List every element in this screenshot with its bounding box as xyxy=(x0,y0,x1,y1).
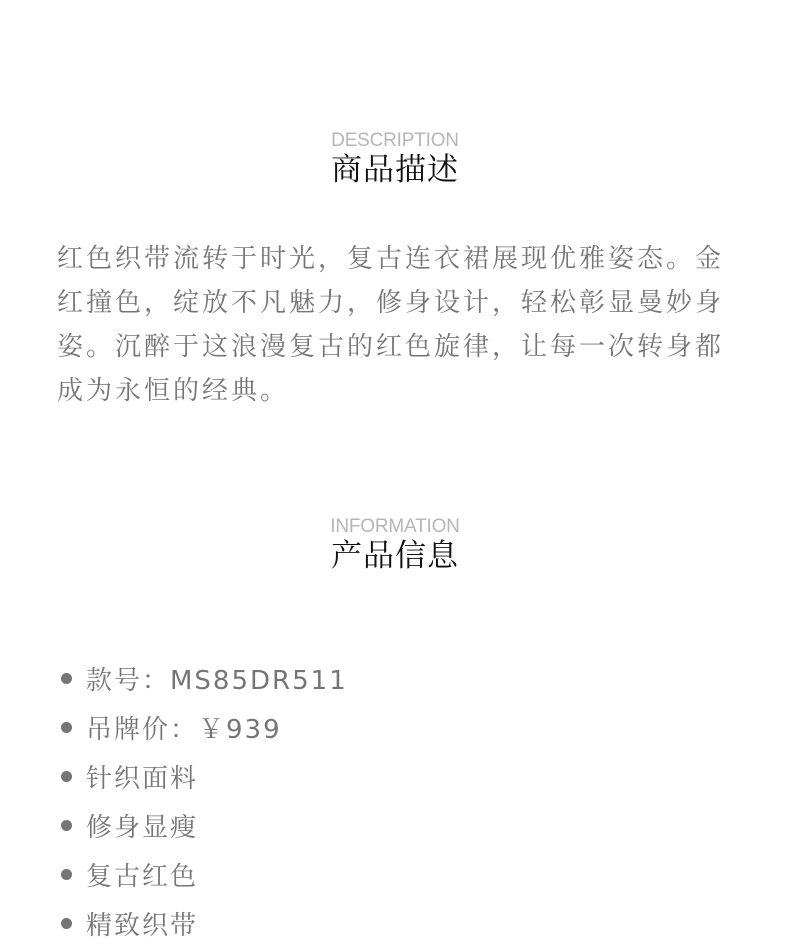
description-text: 红色织带流转于时光，复古连衣裙展现优雅姿态。金红撞色，绽放不凡魅力，修身设计，轻松彰显曼妙身姿。沉醉于这浪漫复古的红色旋律，让每一次转身都成为永恒的经典。 xyxy=(57,244,725,406)
description-eyebrow: DESCRIPTION xyxy=(331,130,459,151)
bullet-icon xyxy=(61,869,72,880)
list-item xyxy=(57,703,348,752)
information-header xyxy=(0,516,790,574)
description-header xyxy=(0,130,790,188)
list-item xyxy=(57,801,348,850)
bullet-icon xyxy=(61,918,72,929)
info-item-text: 款号：MS85DR511 xyxy=(86,666,348,696)
list-item xyxy=(57,899,348,946)
bullet-icon xyxy=(61,722,72,733)
bullet-icon xyxy=(61,820,72,831)
list-item xyxy=(57,654,348,703)
information-title: 产品信息 xyxy=(331,538,459,574)
information-eyebrow: INFORMATION xyxy=(330,516,460,537)
bullet-icon xyxy=(61,673,72,684)
info-item-text: 精致织带 xyxy=(86,911,199,941)
bullet-icon xyxy=(61,771,72,782)
info-item-text: 针织面料 xyxy=(86,764,199,794)
info-item-text: 吊牌价：￥939 xyxy=(86,715,282,745)
product-info-list xyxy=(57,654,348,946)
info-item-text: 复古红色 xyxy=(86,862,199,892)
list-item xyxy=(57,752,348,801)
info-item-text: 修身显瘦 xyxy=(86,813,199,843)
list-item xyxy=(57,850,348,899)
description-title: 商品描述 xyxy=(331,152,459,188)
